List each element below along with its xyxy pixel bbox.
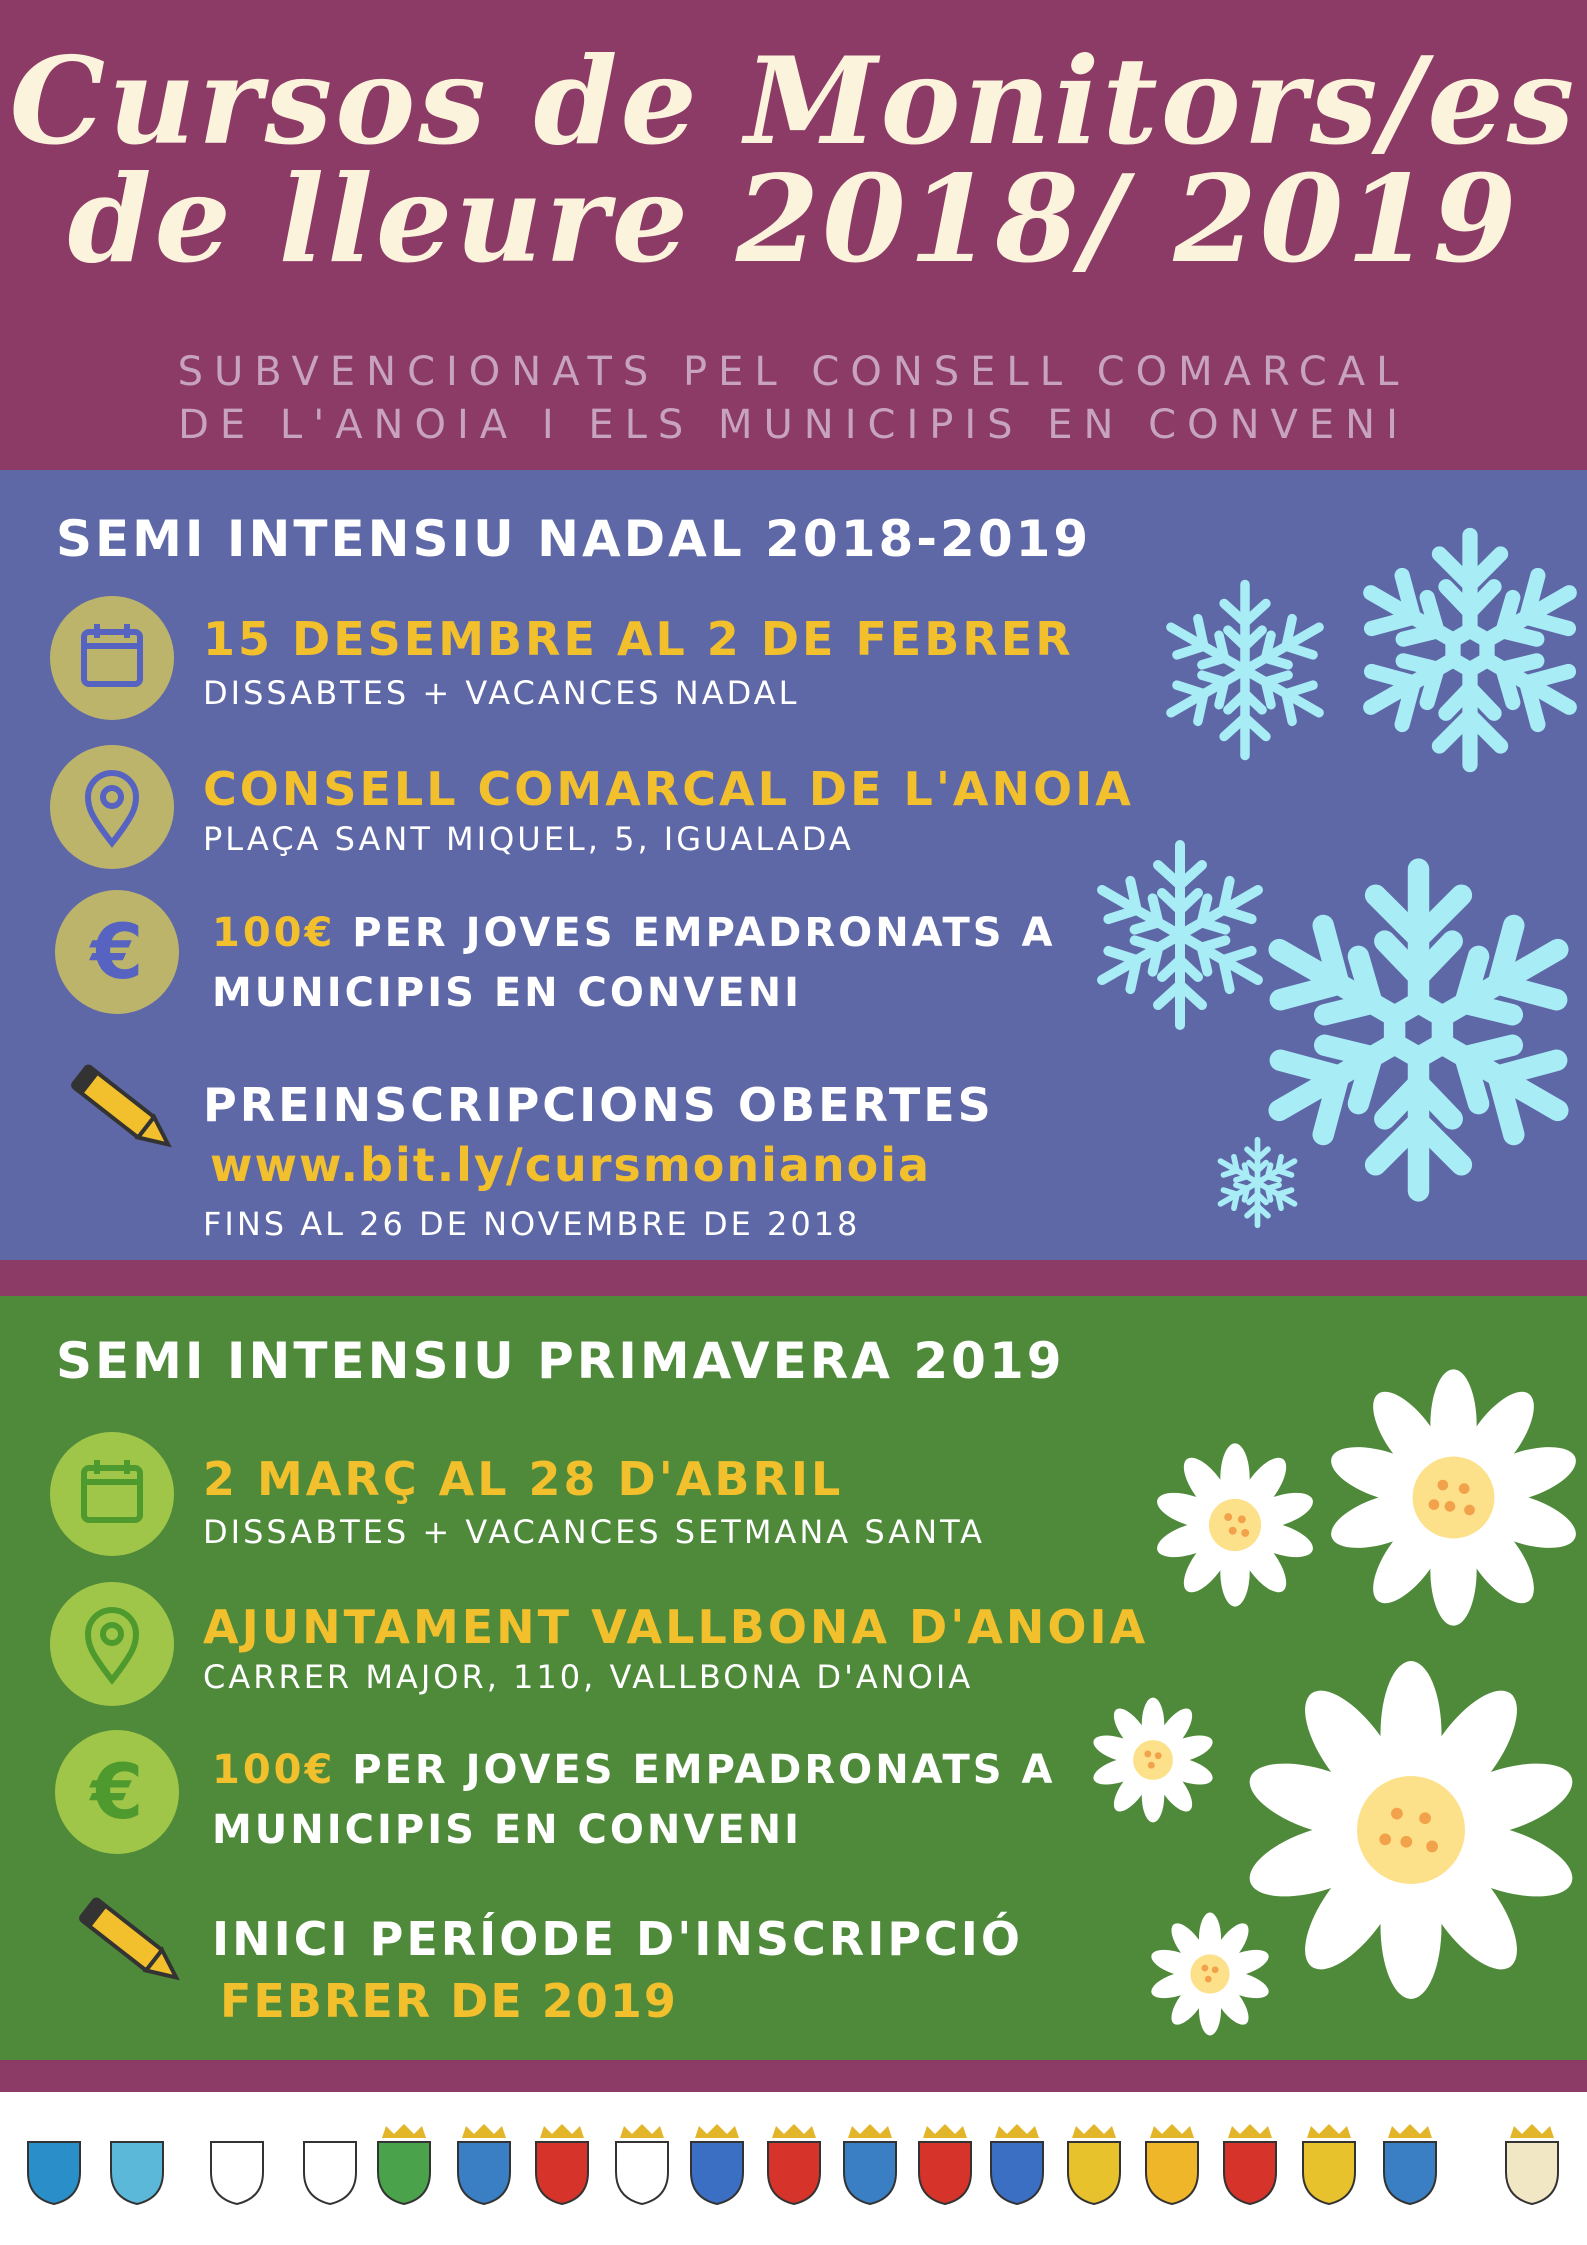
municipal-coat-of-arms-icon xyxy=(1218,2122,1282,2206)
primavera-place: AJUNTAMENT VALLBONA D'ANOIA xyxy=(203,1600,1149,1654)
primavera-price-line-1 xyxy=(212,1740,1056,1800)
municipal-coat-of-arms-icon xyxy=(913,2122,977,2206)
nadal-price-text: PER JOVES EMPADRONATS A xyxy=(335,910,1056,956)
euro-badge xyxy=(55,890,179,1014)
nadal-price: 100€ xyxy=(212,910,336,956)
poster-title-line-1: Cursos de Monitors/es xyxy=(9,31,1578,172)
primavera-address: CARRER MAJOR, 110, VALLBONA D'ANOIA xyxy=(203,1658,974,1696)
euro-icon: € xyxy=(90,1747,144,1836)
municipal-coat-of-arms-icon xyxy=(1062,2122,1126,2206)
nadal-price-line-1 xyxy=(212,903,1056,963)
location-badge xyxy=(50,745,174,869)
municipal-coat-of-arms-icon xyxy=(298,2122,362,2206)
calendar-badge xyxy=(50,596,174,720)
primavera-registration-date: FEBRER DE 2019 xyxy=(220,1974,678,2028)
nadal-preregistration: PREINSCRIPCIONS OBERTES xyxy=(203,1078,994,1132)
daisy-icon xyxy=(1235,1610,1587,2050)
municipal-coat-of-arms-icon xyxy=(372,2122,436,2206)
subtitle-line-2: DE L'ANOIA I ELS MUNICIPIS EN CONVENI xyxy=(178,402,1409,448)
calendar-icon xyxy=(50,596,174,720)
nadal-section-title: SEMI INTENSIU NADAL 2018-2019 xyxy=(56,510,1092,568)
snowflake-icon xyxy=(1150,575,1340,765)
primavera-date-detail: DISSABTES + VACANCES SETMANA SANTA xyxy=(203,1513,986,1551)
separator-band xyxy=(0,2060,1587,2092)
nadal-dates: 15 DESEMBRE AL 2 DE FEBRER xyxy=(203,612,1074,666)
registration-link[interactable]: www.bit.ly/cursmonianoia xyxy=(210,1138,932,1192)
nadal-address: PLAÇA SANT MIQUEL, 5, IGUALADA xyxy=(203,820,854,858)
primavera-price-text: PER JOVES EMPADRONATS A xyxy=(335,1747,1056,1793)
daisy-icon xyxy=(1146,1910,1274,2038)
nadal-deadline: FINS AL 26 DE NOVEMBRE DE 2018 xyxy=(203,1205,861,1243)
municipal-coat-of-arms-icon xyxy=(1378,2122,1442,2206)
primavera-registration: INICI PERÍODE D'INSCRIPCIÓ xyxy=(212,1912,1024,1966)
municipal-coat-of-arms-icon xyxy=(610,2122,674,2206)
municipal-coat-of-arms-icon xyxy=(838,2122,902,2206)
snowflake-icon xyxy=(1205,1135,1310,1230)
nadal-price-line-2: MUNICIPIS EN CONVENI xyxy=(212,970,803,1016)
location-pin-icon xyxy=(50,745,174,869)
pencil-icon xyxy=(62,1055,186,1165)
municipal-coat-of-arms-icon xyxy=(1297,2122,1361,2206)
municipal-coat-of-arms-icon xyxy=(22,2122,86,2206)
primavera-dates: 2 MARÇ AL 28 D'ABRIL xyxy=(203,1452,844,1506)
municipal-coat-of-arms-icon xyxy=(452,2122,516,2206)
snowflake-icon xyxy=(1350,490,1587,810)
daisy-icon xyxy=(1088,1695,1218,1825)
subtitle-line-1: SUBVENCIONATS PEL CONSELL COMARCAL xyxy=(177,349,1410,395)
location-badge xyxy=(50,1582,174,1706)
separator-band xyxy=(0,1260,1587,1296)
primavera-price-line-2: MUNICIPIS EN CONVENI xyxy=(212,1807,803,1853)
euro-badge xyxy=(55,1730,179,1854)
nadal-date-detail: DISSABTES + VACANCES NADAL xyxy=(203,674,800,712)
primavera-section-title: SEMI INTENSIU PRIMAVERA 2019 xyxy=(56,1332,1065,1390)
municipal-coat-of-arms-icon xyxy=(985,2122,1049,2206)
calendar-icon xyxy=(50,1432,174,1556)
calendar-badge xyxy=(50,1432,174,1556)
municipal-coat-of-arms-icon xyxy=(762,2122,826,2206)
euro-icon: € xyxy=(90,907,144,996)
nadal-place: CONSELL COMARCAL DE L'ANOIA xyxy=(203,762,1134,816)
municipal-coat-of-arms-icon xyxy=(1500,2122,1564,2206)
municipal-coat-of-arms-icon xyxy=(530,2122,594,2206)
location-pin-icon xyxy=(50,1582,174,1706)
municipal-coat-of-arms-icon xyxy=(1140,2122,1204,2206)
daisy-icon xyxy=(1150,1440,1320,1610)
pencil-icon xyxy=(70,1888,194,1998)
municipal-coat-of-arms-icon xyxy=(105,2122,169,2206)
poster-title-line-2: de lleure 2018/ 2019 xyxy=(67,149,1520,290)
municipal-coat-of-arms-icon xyxy=(205,2122,269,2206)
municipal-coat-of-arms-icon xyxy=(685,2122,749,2206)
primavera-price: 100€ xyxy=(212,1747,336,1793)
